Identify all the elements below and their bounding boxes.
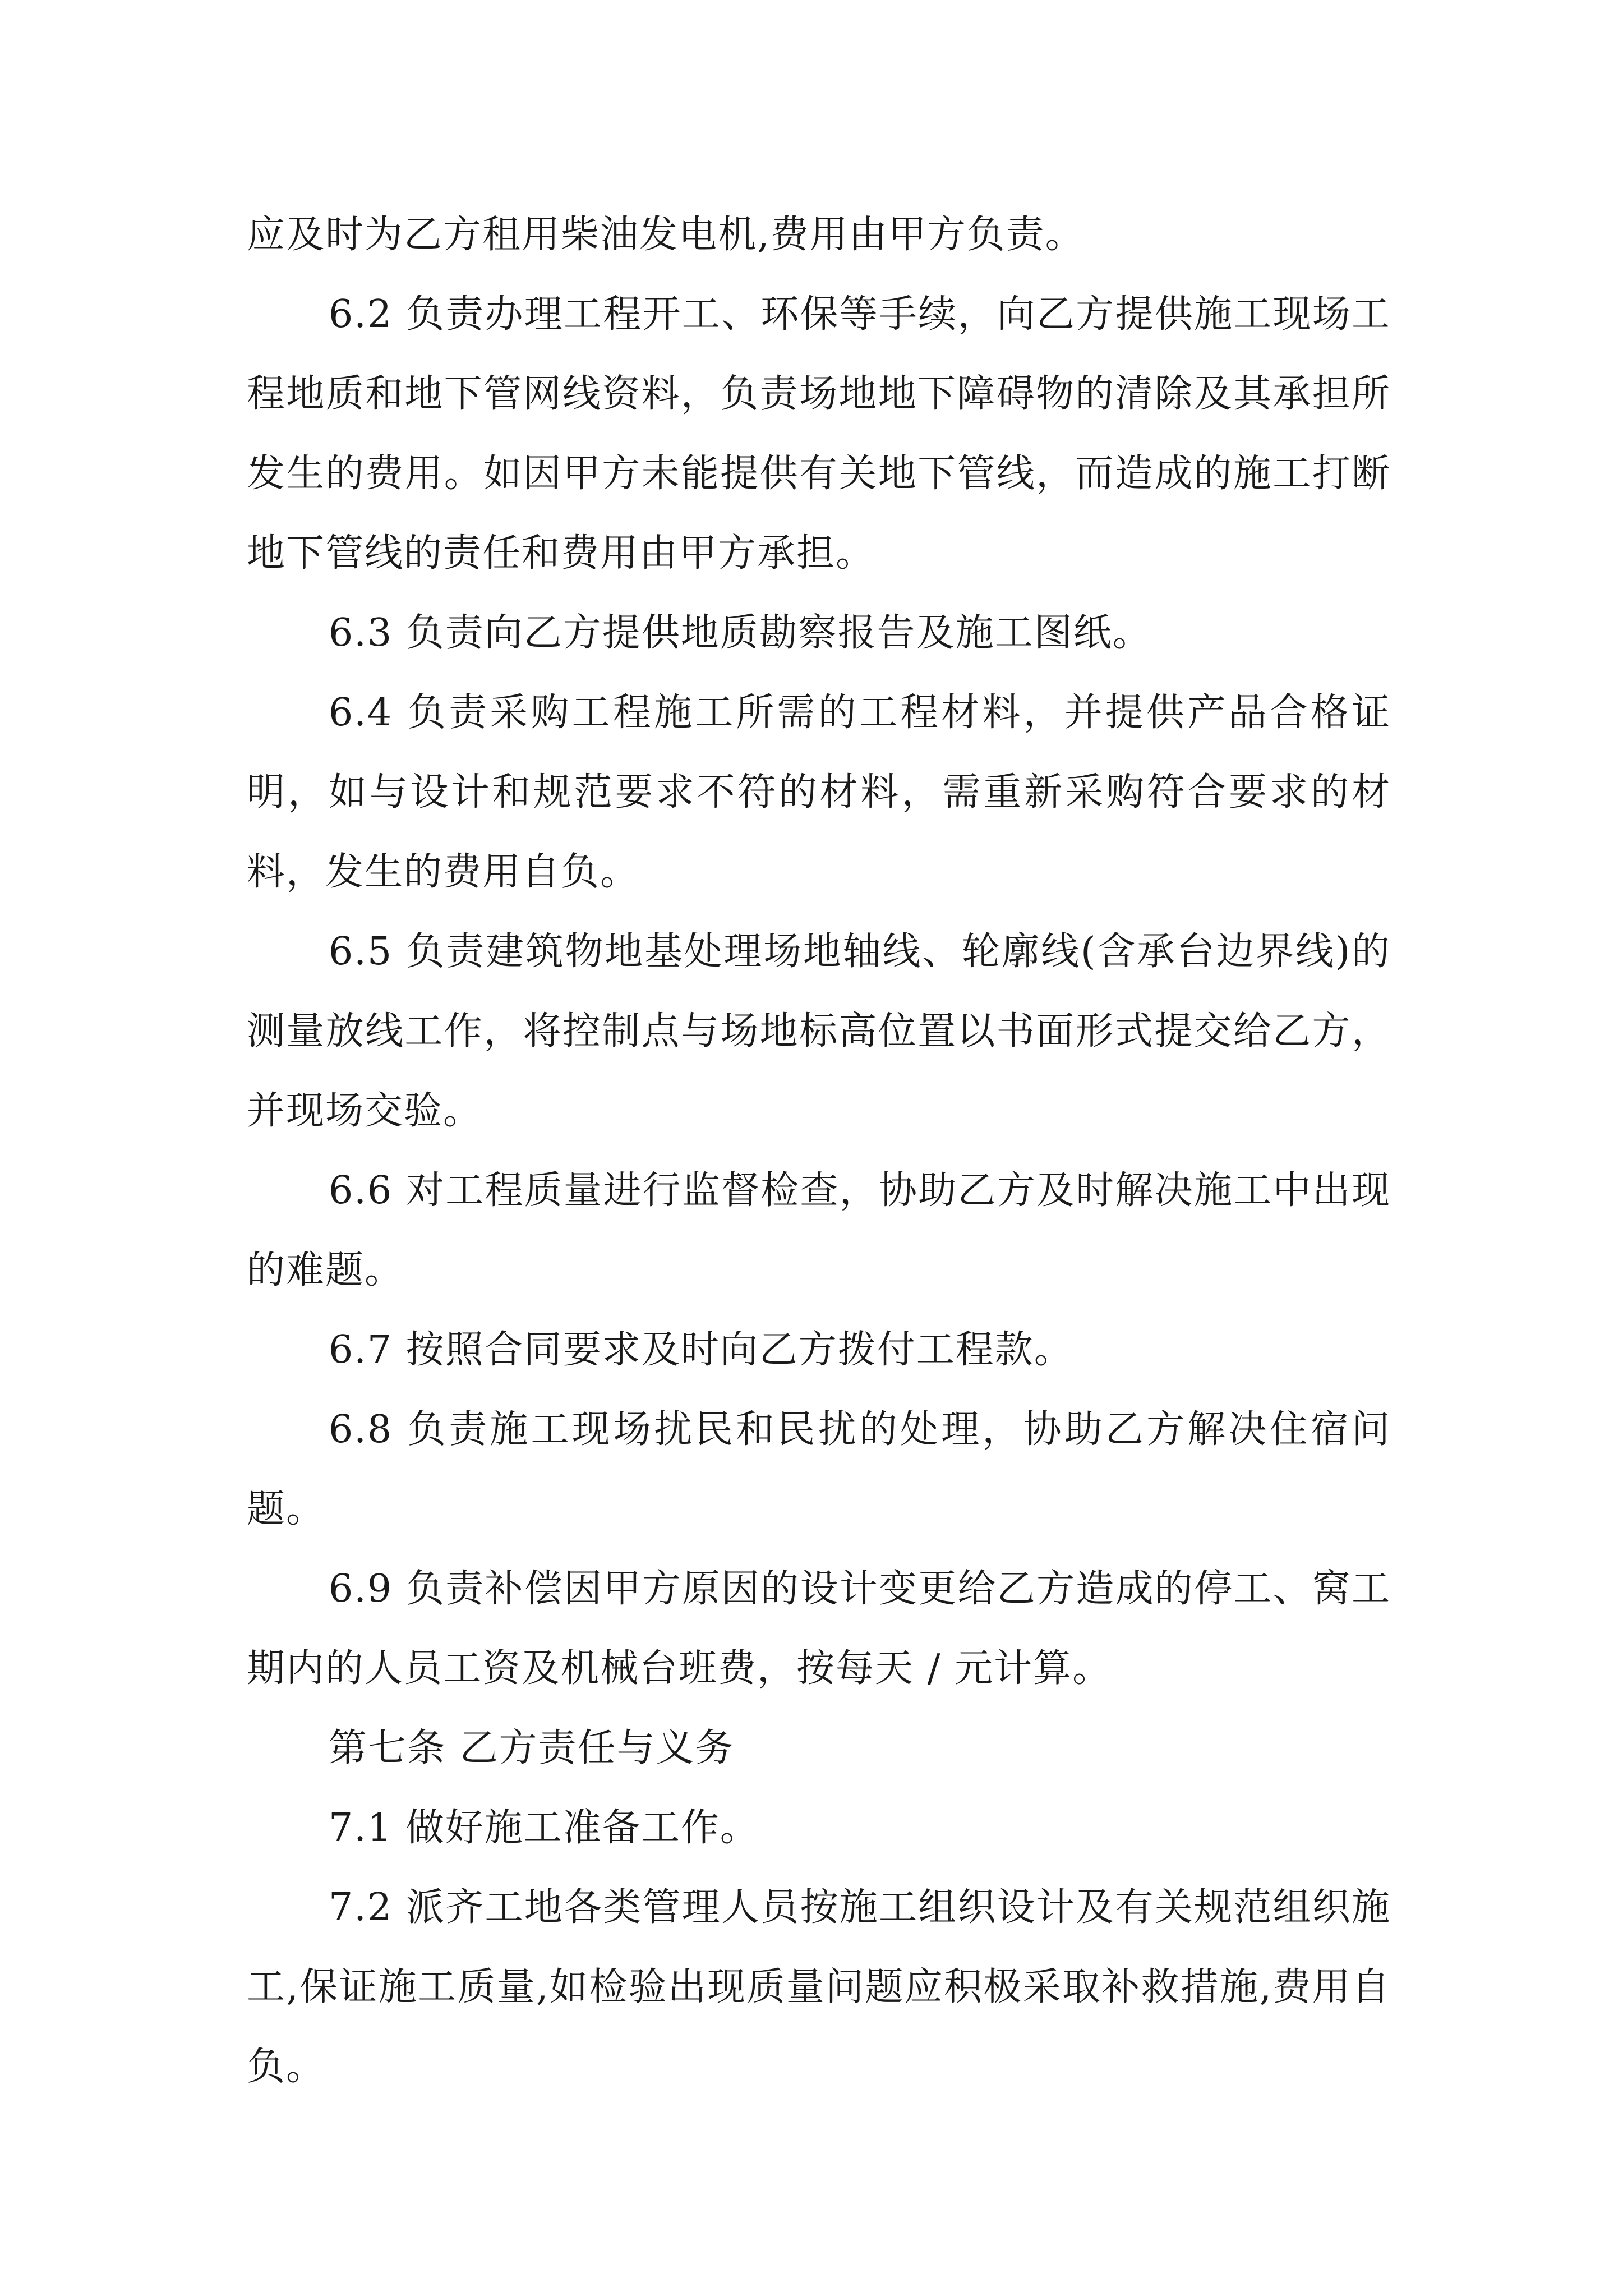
document-body: [247, 195, 1391, 2107]
clause-6-7: 6.7 按照合同要求及时向乙方拨付工程款。: [329, 1328, 1073, 1372]
clause-6-8: 6.8 负责施工现场扰民和民扰的处理，协助乙方解决住宿问题。: [247, 1407, 1391, 1531]
clause-6-2: 6.2 负责办理工程开工、环保等手续，向乙方提供施工现场工程地质和地下管网线资料，负责场地地下障碍物的清除及其承担所发生的费用。如因甲方未能提供有关地下管线，而造成的施工打断地下管线的责任和费用由甲方承担。: [247, 292, 1391, 576]
clause-6-6: 6.6 对工程质量进行监督检查，协助乙方及时解决施工中出现的难题。: [247, 1168, 1391, 1292]
article-7-heading: 第七条 乙方责任与义务: [329, 1726, 735, 1770]
clause-6-5: 6.5 负责建筑物地基处理场地轴线、轮廓线(含承台边界线)的测量放线工作，将控制点与场地标高位置以书面形式提交给乙方，并现场交验。: [247, 930, 1391, 1133]
clause-6-9: 6.9 负责补偿因甲方原因的设计变更给乙方造成的停工、窝工期内的人员工资及机械台班费，按每天 / 元计算。: [247, 1567, 1391, 1691]
clause-7-2: 7.2 派齐工地各类管理人员按施工组织设计及有关规范组织施工,保证施工质量,如检验出现质量问题应积极采取补救措施,费用自负。: [247, 1885, 1391, 2089]
clause-6-3: 6.3 负责向乙方提供地质勘察报告及施工图纸。: [329, 611, 1152, 655]
clause-7-1: 7.1 做好施工准备工作。: [329, 1806, 759, 1850]
clause-6-4: 6.4 负责采购工程施工所需的工程材料，并提供产品合格证明，如与设计和规范要求不符的材料，需重新采购符合要求的材料，发生的费用自负。: [247, 691, 1391, 894]
paragraph-continuation: 应及时为乙方租用柴油发电机,费用由甲方负责。: [247, 213, 1085, 257]
